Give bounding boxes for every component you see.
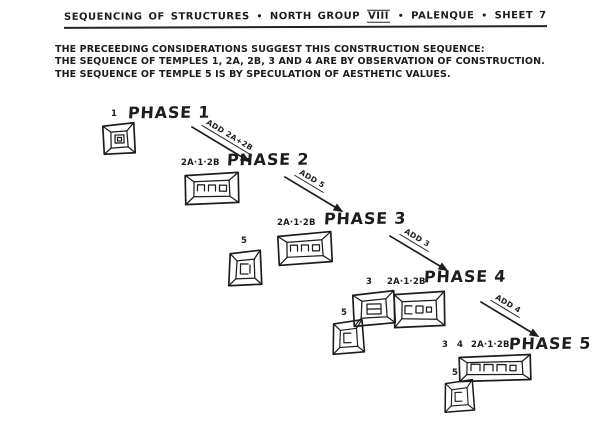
temples-2a-1-2b-label: 2A·1·2B	[181, 158, 220, 168]
temple-4-label: 4	[457, 340, 464, 350]
temple-1-label: 1	[111, 109, 118, 119]
phase-5-title: PHASE 5	[508, 333, 592, 354]
title-sheet-text: SHEET 7	[494, 10, 547, 22]
arrow-4-label: ADD 4	[490, 291, 525, 318]
temple-3-label: 3	[442, 340, 449, 350]
phase-2-title: PHASE 2	[226, 149, 310, 170]
title-group-text: NORTH GROUP	[269, 10, 361, 23]
temple-5-label: 5	[241, 236, 248, 246]
arrow-3-label: ADD 3	[399, 225, 434, 252]
temples-2a-1-2b-label: 2A·1·2B	[277, 218, 316, 228]
temple-5-plan	[227, 246, 266, 289]
arrow-2-label: ADD 5	[294, 166, 329, 193]
temple-5-plan	[331, 316, 368, 357]
temple-1-plan	[101, 120, 138, 157]
title-structures-text: SEQUENCING OF STRUCTURES	[63, 11, 250, 23]
phase-4-title: PHASE 4	[423, 266, 507, 287]
title-site-text: PALENQUE	[411, 10, 475, 22]
intro-line-1: THE PRECEEDING CONSIDERATIONS SUGGEST THIS CONSTRUCTION SEQUENCE:	[55, 44, 485, 55]
bullet-separator: •	[481, 11, 488, 22]
intro-paragraph	[55, 44, 545, 81]
temples-2a-1-2b-label: 2A·1·2B	[387, 277, 426, 287]
temples-2a-1-2b-plan	[276, 228, 335, 267]
temples-2a-1-2b-label: 2A·1·2B	[471, 340, 510, 350]
temples-2a-1-2b-plan	[392, 288, 448, 331]
phase-1-title: PHASE 1	[127, 102, 211, 123]
sheet-title	[64, 10, 547, 29]
roman-numeral-viii: VIII	[368, 10, 389, 22]
bullet-separator: •	[256, 12, 263, 23]
arrow-1-label: ADD 2A+2B	[201, 116, 257, 156]
phase-3-title: PHASE 3	[323, 208, 407, 229]
temple-3-label: 3	[366, 277, 373, 287]
intro-line-3: THE SEQUENCE OF TEMPLE 5 IS BY SPECULATION OF AESTHETIC VALUES.	[55, 68, 451, 80]
bullet-separator: •	[397, 11, 405, 22]
temple-5-plan	[443, 376, 478, 415]
temples-2a-1-2b-plan	[183, 169, 242, 208]
intro-line-2: THE SEQUENCE OF TEMPLES 1, 2A, 2B, 3 AND 4 ARE BY OBSERVATION OF CONSTRUCTION.	[55, 56, 545, 68]
temple-5-label: 5	[341, 308, 348, 318]
temple-5-label: 5	[452, 368, 459, 378]
